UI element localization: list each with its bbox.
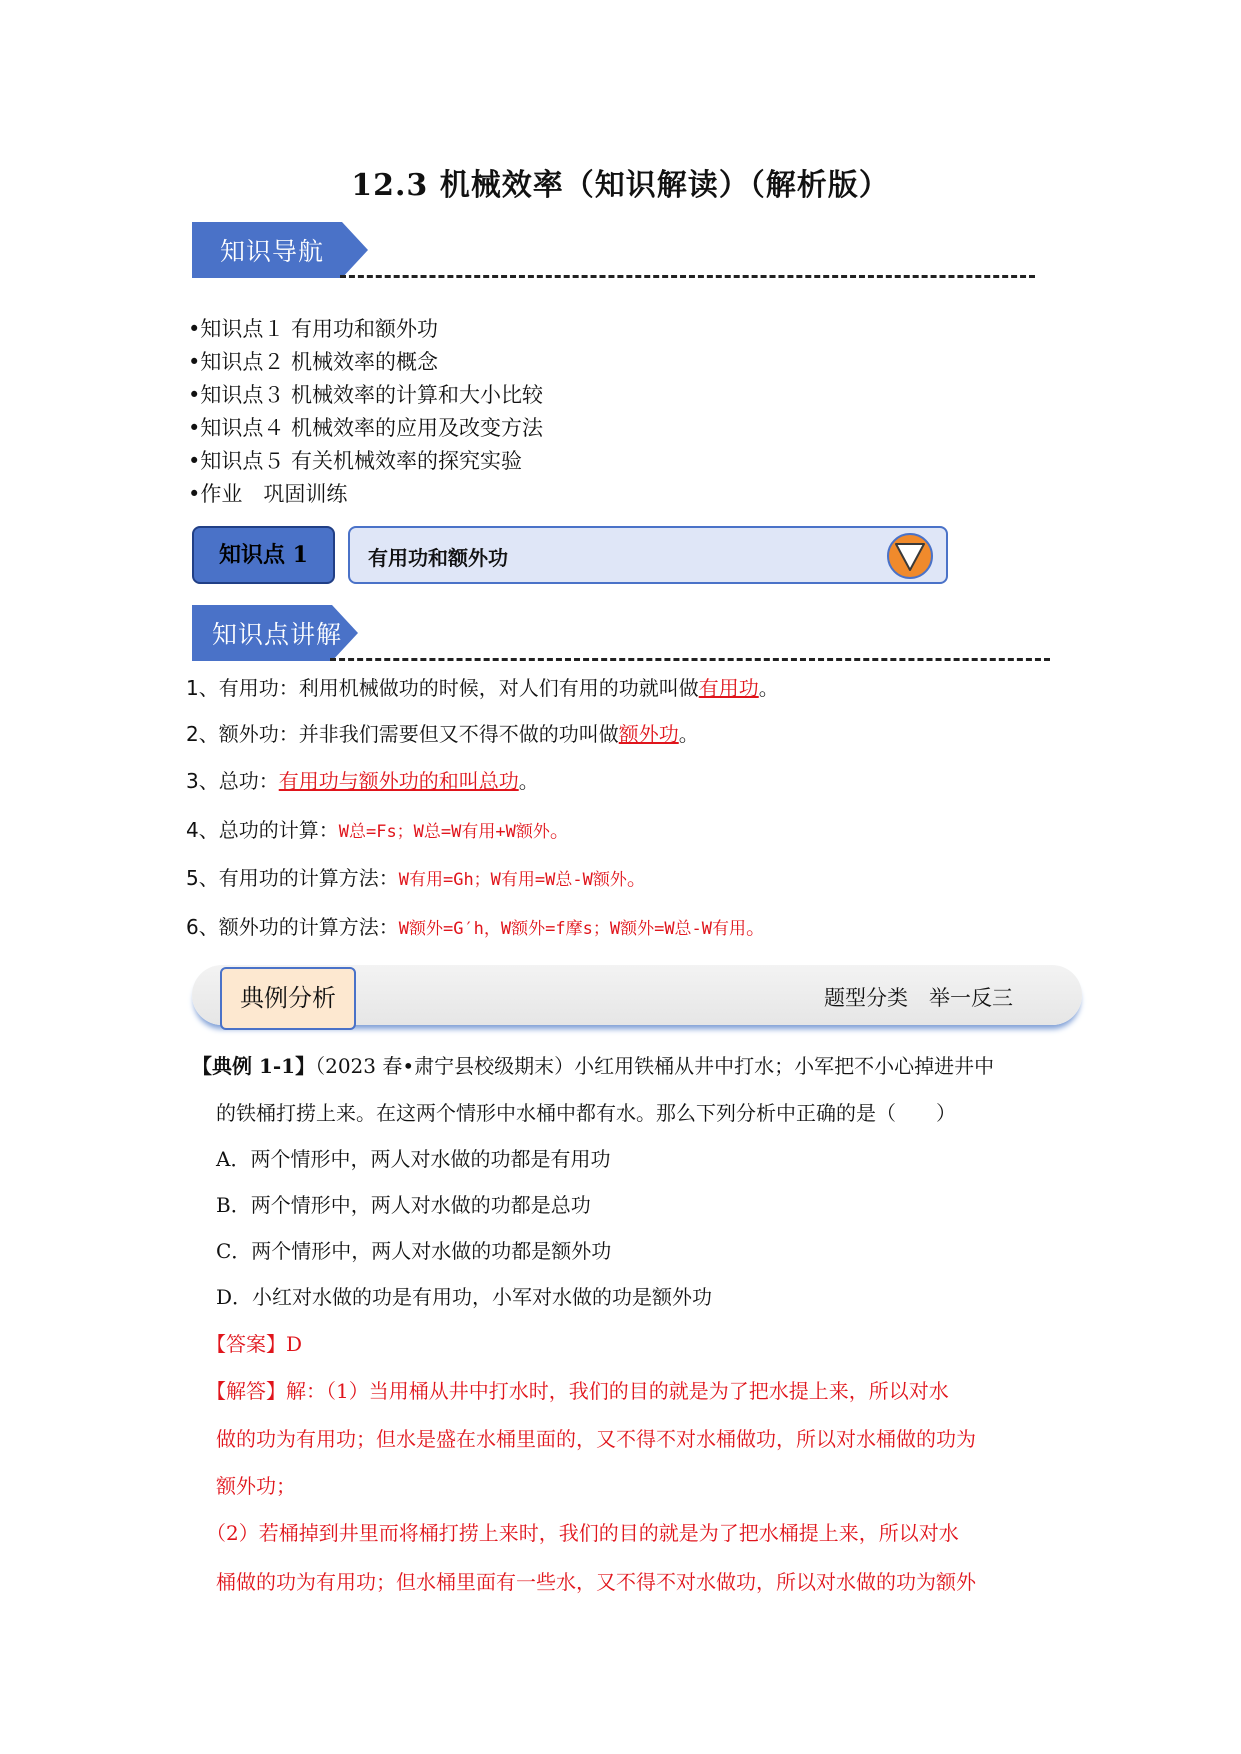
dashed-divider xyxy=(340,275,1035,278)
analysis-line-1: 【解答】解：（1）当用桶从井中打水时，我们的目的就是为了把水提上来，所以对水 xyxy=(206,1379,949,1403)
nav-item[interactable]: •知识点５ 有关机械效率的探究实验 xyxy=(188,449,523,473)
analysis-line-2: 做的功为有用功；但水是盛在水桶里面的，又不得不对水桶做功，所以对水桶做的功为 xyxy=(216,1427,976,1451)
explain-line-1: 1、有用功：利用机械做功的时候，对人们有用的功就叫做有用功。 xyxy=(186,676,779,700)
section-banner-label: 知识点讲解 xyxy=(212,620,343,649)
section-banner-nav xyxy=(192,222,368,278)
example-banner-subtitle: 题型分类 举一反三 xyxy=(824,986,1013,1010)
explain-line-3: 3、总功：有用功与额外功的和叫总功。 xyxy=(186,769,539,793)
explain-line-4: 4、总功的计算：W总=Fs；W总=W有用+W额外。 xyxy=(186,818,570,842)
analysis-line-4: （2）若桶掉到井里而将桶打捞上来时，我们的目的就是为了把水桶提上来，所以对水 xyxy=(206,1521,959,1545)
page-title: 12.3 机械效率（知识解读）（解析版） xyxy=(351,168,890,203)
analysis-line-5: 桶做的功为有用功；但水桶里面有一些水，又不得不对水做功，所以对水做的功为额外 xyxy=(216,1570,976,1594)
answer-line: 【答案】D xyxy=(206,1332,303,1356)
option-c[interactable]: C．两个情形中，两人对水做的功都是额外功 xyxy=(216,1239,612,1263)
formula-extra-work: W额外=G′h，W额外=f摩s；W额外=W总-W有用 xyxy=(398,919,747,939)
nav-item[interactable]: •知识点１ 有用功和额外功 xyxy=(188,317,439,341)
section-banner-explain xyxy=(192,605,358,661)
knowledge-point-number: 知识点 1 xyxy=(192,526,335,584)
example-question-line-2: 的铁桶打捞上来。在这两个情形中水桶中都有水。那么下列分析中正确的是（ ） xyxy=(216,1101,956,1125)
explain-line-2: 2、额外功：并非我们需要但又不得不做的功叫做额外功。 xyxy=(186,722,699,746)
explain-line-5: 5、有用功的计算方法：W有用=Gh；W有用=W总-W额外。 xyxy=(186,866,647,890)
example-tag: 典例分析 xyxy=(220,967,356,1030)
formula-total-work: W总=Fs；W总=W有用+W额外 xyxy=(338,822,550,842)
knowledge-point-bar[interactable] xyxy=(348,526,948,584)
knowledge-point-title: 有用功和额外功 xyxy=(368,546,508,570)
section-banner-label: 知识导航 xyxy=(220,237,325,266)
nav-item[interactable]: •知识点３ 机械效率的计算和大小比较 xyxy=(188,383,544,407)
answer-value: D xyxy=(286,1332,303,1356)
option-d[interactable]: D．小红对水做的功是有用功，小军对水做的功是额外功 xyxy=(216,1285,713,1309)
nav-item[interactable]: •知识点４ 机械效率的应用及改变方法 xyxy=(188,416,544,440)
chevron-down-circle-icon[interactable] xyxy=(886,532,934,580)
knowledge-nav-list xyxy=(188,313,543,511)
explain-line-6: 6、额外功的计算方法：W额外=G′h，W额外=f摩s；W额外=W总-W有用。 xyxy=(186,915,767,939)
nav-item[interactable]: •知识点２ 机械效率的概念 xyxy=(188,350,439,374)
dashed-divider xyxy=(330,658,1050,661)
nav-item[interactable]: •作业 巩固训练 xyxy=(188,482,348,506)
example-head: 【典例 1-1】 xyxy=(192,1054,316,1078)
option-a[interactable]: A．两个情形中，两人对水做的功都是有用功 xyxy=(216,1147,611,1171)
example-question-line-1: 【典例 1-1】（2023 春•肃宁县校级期末）小红用铁桶从井中打水；小军把不小心掉进井中 xyxy=(192,1054,995,1078)
option-b[interactable]: B．两个情形中，两人对水做的功都是总功 xyxy=(216,1193,591,1217)
formula-useful-work: W有用=Gh；W有用=W总-W额外 xyxy=(398,870,627,890)
analysis-line-3: 额外功； xyxy=(216,1474,296,1498)
